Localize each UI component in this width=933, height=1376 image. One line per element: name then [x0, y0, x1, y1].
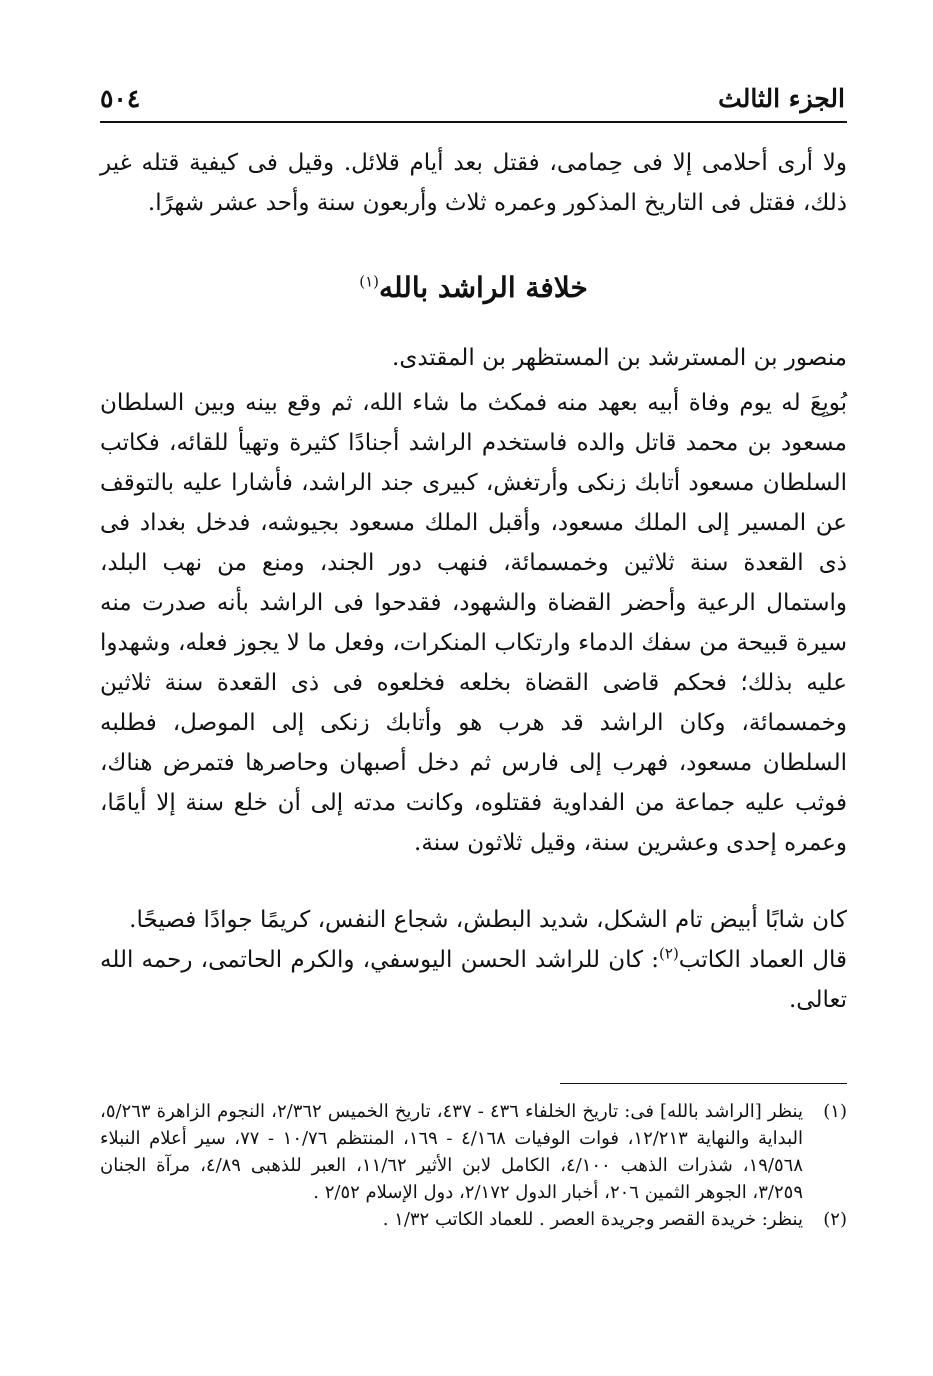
paragraph-description [100, 900, 847, 1020]
footnote-ref-2: (٢) [659, 944, 679, 963]
paragraph-lineage: منصور بن المسترشد بن المستظهر بن المقتدى. [392, 345, 847, 371]
footnote-2 [100, 1206, 847, 1233]
running-title: الجزء الثالث [718, 83, 845, 113]
footnote-text: ينظر: خريدة القصر وجريدة العصر . للعماد الكاتب ١/٣٢ . [382, 1209, 803, 1230]
footnote-rule [560, 1083, 847, 1084]
footnote-marker: (٢) [823, 1209, 847, 1230]
page-header [100, 78, 845, 118]
footnote-marker: (١) [823, 1101, 847, 1122]
section-title-text: خلافة الراشد بالله [379, 271, 588, 304]
quote-intro: قال العماد الكاتب [678, 947, 847, 973]
quote-line [100, 940, 847, 1020]
footnote-ref-1: (١) [359, 272, 380, 291]
header-rule [100, 121, 847, 123]
footnote-1 [100, 1098, 847, 1206]
footnotes [100, 1098, 847, 1233]
description-line: كان شابًا أبيض تام الشكل، شديد البطش، شجاع النفس، كريمًا جوادًا فصيحًا. [129, 907, 847, 933]
page-number: ٥٠٤ [100, 83, 141, 113]
footnote-text: ينظر [الراشد بالله] فى: تاريخ الخلفاء ٤٣٦ - ٤٣٧، تاريخ الخميس ٢/٣٦٢، النجوم الزاهرة ٥/٢٦٣، البداية والنهاية ١٢/٢١٣، فوات الوفيات ٤/١٦٨ - ١٦٩، المنتظم ١٠/٧٦ - ٧٧، سير أعلام النبلاء ١٩/٥٦٨، شذرات الذهب ٤/١٠٠، الكامل لابن الأثير ١١/٦٢، العبر للذهبى ٤/٨٩، مرآة الجنان ٣/٢٥٩، الجوهر الثمين ٢٠٦، أخبار الدول ٢/١٧٢، دول الإسلام ٢/٥٢ . [100, 1101, 804, 1203]
section-title [100, 268, 847, 308]
paragraph-intro: ولا أرى أحلامى إلا فى حِمامى، فقتل بعد أيام قلائل. وقيل فى كيفية قتله غير ذلك، فقتل فى التاريخ المذكور وعمره ثلاث وأربعون سنة وأحد عشر شهرًا. [100, 150, 847, 216]
quote-rest: : كان للراشد الحسن اليوسفي، والكرم الحاتمى، رحمه الله تعالى. [100, 947, 847, 1013]
paragraph-main: بُويِعَ له يوم وفاة أبيه بعهد منه فمكث ما شاء الله، ثم وقع بينه وبين السلطان مسعود بن محمد قاتل والده فاستخدم الراشد أجنادًا كثيرة وتهيأ للقائه، فكاتب السلطان مسعود أتابك زنكى وأرتغش، كبيرى جند الراشد، فأشارا عليه بالتوقف عن المسير إلى الملك مسعود، وأقبل الملك مسعود بجيوشه، فدخل بغداد فى ذى القعدة سنة ثلاثين وخمسمائة، فنهب دور الجند، ومنع من نهب البلد، واستمال الرعية وأحضر القضاة والشهود، فقدحوا فى الراشد بأنه صدرت منه سيرة قبيحة من سفك الدماء وارتكاب المنكرات، وفعل ما لا يجوز فعله، وشهدوا عليه بذلك؛ فحكم قاضى القضاة بخلعه فخلعوه فى ذى القعدة سنة ثلاثين وخمسمائة، وكان الراشد قد هرب هو وأتابك زنكى إلى الموصل، فطلبه السلطان مسعود، فهرب إلى فارس ثم دخل أصبهان وحاصرها فتمرض هناك، فوثب عليه جماعة من الفداوية فقتلوه، وكانت مدته إلى أن خلع سنة إلا أيامًا، وعمره إحدى وعشرين سنة، وقيل ثلاثون سنة. [100, 390, 847, 856]
